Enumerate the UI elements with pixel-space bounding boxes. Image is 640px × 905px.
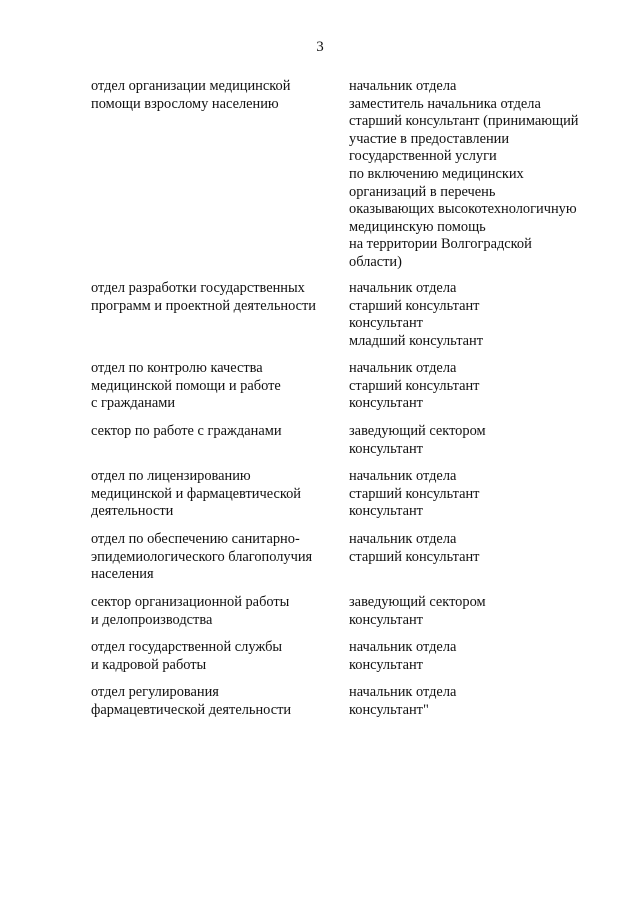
position-line: заведующий сектором [349,594,486,610]
position-line: младший консультант [349,332,484,349]
unit-line: отдел по лицензированию [91,468,251,484]
position-line: старший консультант [349,297,480,314]
position-line: заместитель начальника отдела [349,95,541,112]
position-line: консультант [349,315,423,332]
position-line: начальник отдела [349,468,457,484]
position-line: по включению медицинских [349,165,524,182]
position-line: консультант [349,503,423,520]
position-line: консультант [349,611,423,628]
position-line: области) [349,253,402,270]
position-line: консультант [349,440,423,457]
position-line: организаций в перечень [349,183,496,200]
position-list [349,684,611,719]
unit-line: отдел государственной службы [91,639,283,655]
unit-line: и делопроизводства [91,611,213,628]
unit-line: отдел организации медицинской [91,78,291,94]
unit-line: сектор по работе с гражданами [91,423,282,439]
position-list [349,468,611,521]
unit-line: эпидемиологического благополучия [91,548,313,565]
unit-line: отдел по обеспечению санитарно- [91,531,300,547]
position-line: старший консультант [349,485,480,502]
unit-line: сектор организационной работы [91,594,290,610]
unit-name [91,280,339,315]
unit-line: помощи взрослому населению [91,95,279,112]
position-line: консультант" [349,701,429,718]
unit-name [91,468,339,521]
position-line: начальник отдела [349,684,457,700]
position-line: начальник отдела [349,639,457,655]
unit-line: медицинской и фармацевтической [91,485,301,502]
position-list [349,639,611,674]
position-line: государственной услуги [349,148,497,165]
unit-name [91,78,339,113]
position-line: медицинскую помощь [349,218,486,235]
unit-name [91,684,339,719]
unit-line: медицинской помощи и работе [91,377,281,394]
unit-line: отдел по контролю качества [91,360,263,376]
position-line: консультант [349,395,423,412]
position-line: начальник отдела [349,360,457,376]
unit-line: отдел разработки государственных [91,280,305,296]
unit-line: населения [91,566,154,583]
position-line: оказывающих высокотехнологичную [349,201,577,218]
position-list [349,594,611,629]
position-line: начальник отдела [349,280,457,296]
position-list [349,78,611,272]
position-line: начальник отдела [349,78,457,94]
unit-name [91,531,339,584]
position-list [349,423,611,458]
position-line: участие в предоставлении [349,130,510,147]
unit-name [91,594,339,629]
unit-name [91,639,339,674]
position-line: старший консультант [349,377,480,394]
unit-line: программ и проектной деятельности [91,297,317,314]
unit-name [91,423,339,441]
position-list [349,360,611,413]
unit-line: фармацевтической деятельности [91,701,292,718]
position-line: заведующий сектором [349,423,486,439]
position-list [349,531,611,566]
unit-name [91,360,339,413]
unit-line: деятельности [91,503,174,520]
position-line: старший консультант (принимающий [349,113,579,130]
unit-line: и кадровой работы [91,656,207,673]
page-number: 3 [316,39,324,55]
position-line: на территории Волгоградской [349,236,532,253]
position-list [349,280,611,350]
position-line: начальник отдела [349,531,457,547]
position-line: старший консультант [349,548,480,565]
unit-line: отдел регулирования [91,684,219,700]
position-line: консультант [349,656,423,673]
unit-line: с гражданами [91,395,176,412]
